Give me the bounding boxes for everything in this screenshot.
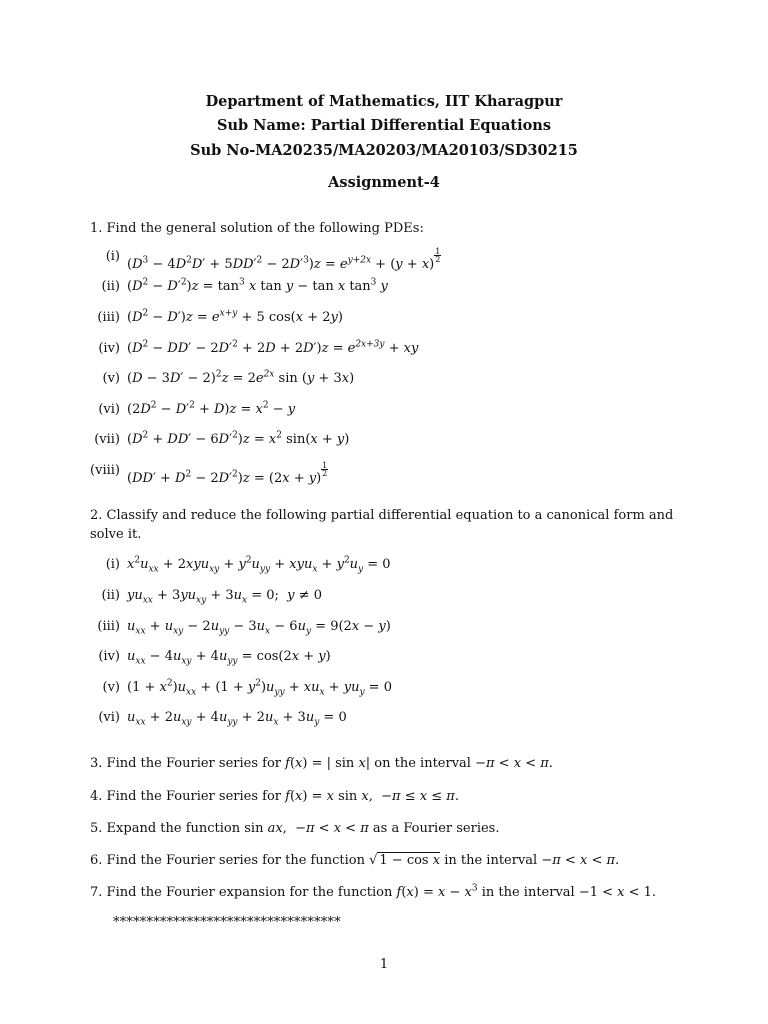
- subject-number: Sub No-MA20235/MA20203/MA20103/SD30215: [190, 142, 578, 159]
- question-1-prompt: 1. Find the general solution of the following PDEs:: [90, 221, 424, 236]
- q2-equation-v: $(1 + x^2)u_{xx} + (1 + y^2)u_{yy} + xu_x + yu_y = 0$: [127, 678, 392, 698]
- q1-equation-viii: $(DD' + D^2 - 2D'^2)z = (2x + y)$ $\frac{1}{2}$: [127, 461, 328, 486]
- q2-equation-iv: $u_{xx} - 4u_{xy} + 4u_{yy} = \cos(2x + y)$: [127, 649, 331, 667]
- department-title: Department of Mathematics, IIT Kharagpur: [205, 93, 563, 110]
- assignment-title: Assignment-4: [328, 174, 440, 191]
- q2-label-iv: (iv): [98, 649, 120, 664]
- question-7: 7. Find the Fourier expansion for the function $f(x) = x - x^3$ in the interval −1 < x < 1.: [90, 883, 657, 900]
- q1-equation-iv: $(D^2 - DD' - 2D'^2 + 2D + 2D')z = e^{2x+3y}$ + xy: [127, 339, 419, 356]
- separator-stars: **********************************: [113, 915, 341, 930]
- q1-label-viii: (viii): [90, 463, 120, 478]
- q2-label-vi: (vi): [98, 710, 120, 725]
- q1-equation-ii: $(D^2 - D'^2)z = \tan^3 x$ tan y − tan x $\tan^3 y$: [127, 277, 388, 294]
- q1-equation-vii: $(D^2 + DD' - 6D'^2)z = x^2$ sin(x + y): [127, 430, 350, 447]
- subject-name: Sub Name: Partial Differential Equations: [216, 117, 551, 134]
- question-2-prompt-line1: 2. Classify and reduce the following partial differential equation to a canonical form and: [90, 508, 674, 523]
- q2-label-iii: (iii): [97, 619, 120, 634]
- q2-equation-vi: $u_{xx} + 2u_{xy} + 4u_{yy} + 2u_x + 3u_y = 0$: [127, 710, 347, 728]
- q1-label-iii: (iii): [97, 310, 120, 325]
- q1-equation-iii: $(D^2 - D')z = e^{x+y} + 5$ cos(x + 2y): [127, 308, 343, 325]
- q2-equation-ii: $yu_{xx} + 3yu_{xy} + 3u_x = 0$; y ≠ 0: [127, 588, 322, 606]
- q2-equation-i: $x^2u_{xx} + 2xyu_{xy} + y^2u_{yy} + xyu_x + y^2u_y = 0$: [127, 555, 391, 575]
- q1-label-v: (v): [102, 371, 120, 386]
- question-5: 5. Expand the function sin ax, −π < x < π as a Fourier series.: [90, 821, 500, 836]
- q2-label-ii: (ii): [101, 588, 120, 603]
- q1-label-vii: (vii): [94, 432, 120, 447]
- q2-label-v: (v): [102, 680, 120, 695]
- q1-label-iv: (iv): [98, 341, 120, 356]
- page-number: 1: [379, 957, 389, 972]
- question-4: 4. Find the Fourier series for f(x) = x sin x, −π ≤ x ≤ π.: [90, 789, 459, 804]
- q2-label-i: (i): [105, 557, 120, 572]
- q1-equation-vi: $(2D^2 - D'^2 + D)z = x^2 - y$: [127, 400, 296, 417]
- question-3: 3. Find the Fourier series for f(x) = | sin x| on the interval −π < x < π.: [90, 756, 553, 771]
- q1-label-i: (i): [105, 249, 120, 264]
- question-6: 6. Find the Fourier series for the function √ 1 − cos x in the interval −π < x < π.: [90, 853, 620, 868]
- q1-label-vi: (vi): [98, 402, 120, 417]
- question-2-prompt-line2: solve it.: [90, 527, 142, 542]
- q1-equation-i: $(D^3 - 4D^2D' + 5DD'^2 - 2D'^3)z = e^{y+2x} + (y + x)$ $\frac{1}{2}$: [127, 247, 441, 272]
- q2-equation-iii: $u_{xx} + u_{xy} - 2u_{yy} - 3u_x - 6u_y = 9(2x - y)$: [127, 619, 391, 637]
- q1-label-ii: (ii): [101, 279, 120, 294]
- q1-equation-v: $(D - 3D' - 2)^2z = 2e^{2x}$ sin (y + 3x): [127, 369, 355, 386]
